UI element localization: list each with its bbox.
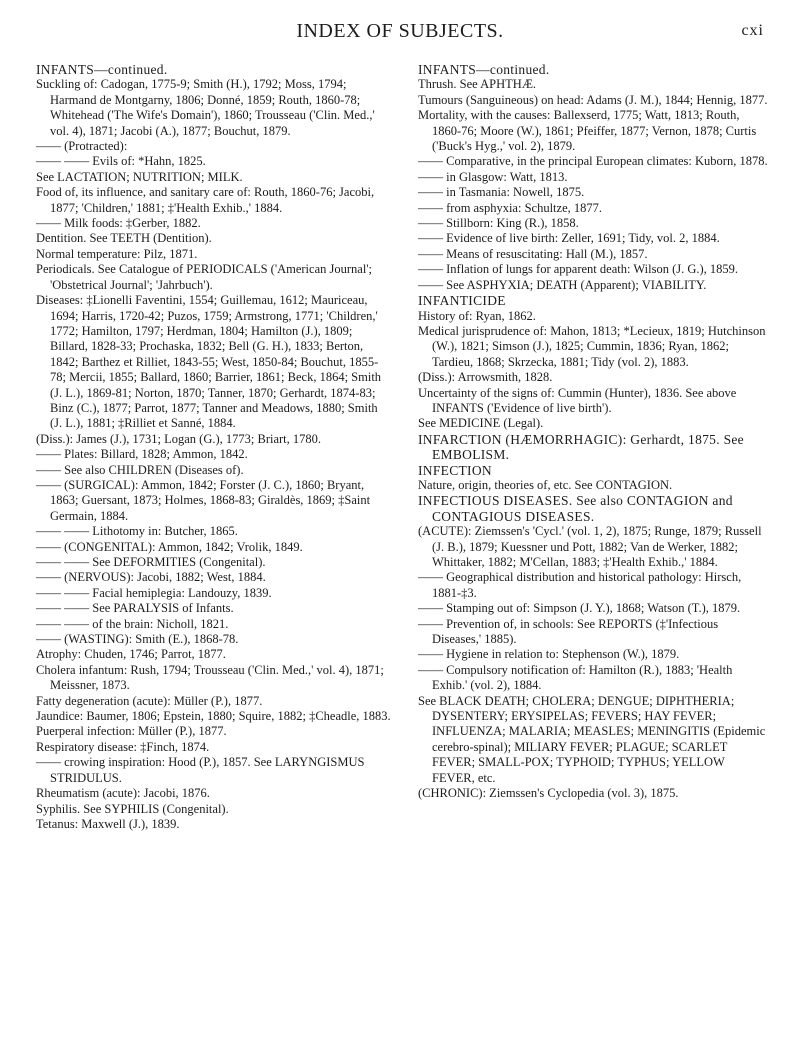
index-entry: —— Comparative, in the principal European climates: Kuborn, 1878. (418, 154, 768, 169)
index-entry: Suckling of: Cadogan, 1775-9; Smith (H.), 1792; Moss, 1794; Harmand de Montgarny, 1806; Donné, 1859; Routh, 1860-78; Whitehead ('The Wife's Domain'), 1860; Trousseau ('Clin. Med.,' vol. 4), 1871; Jacobi (A.), 1877; Bouchut, 1879. (36, 77, 375, 138)
index-entry: —— —— See PARALYSIS of Infants. (36, 601, 234, 616)
section-heading: INFECTION (418, 462, 492, 478)
index-entry: —— See ASPHYXIA; DEATH (Apparent); VIABILITY. (418, 277, 707, 292)
index-entry: (Diss.): James (J.), 1731; Logan (G.), 1773; Briart, 1780. (36, 431, 322, 446)
index-entry: —— Plates: Billard, 1828; Ammon, 1842. (36, 447, 248, 462)
index-entry: —— Geographical distribution and historical pathology: Hirsch, 1881-‡3. (418, 570, 742, 600)
index-entry: See MEDICINE (Legal). (418, 416, 544, 431)
index-entry: Food of, its influence, and sanitary care of: Routh, 1860-76; Jacobi, 1877; 'Children,' 1881; ‡'Health Exhib.,' 1884. (36, 185, 375, 215)
section-heading: INFANTS—continued. (36, 62, 168, 77)
index-entry: —— Stillborn: King (R.), 1858. (418, 216, 579, 231)
index-entry: Syphilis. See SYPHILIS (Congenital). (36, 801, 229, 816)
section-heading: INFARCTION (HÆMORRHAGIC): Gerhardt, 1875. See EMBOLISM. (418, 431, 744, 463)
index-entry: —— Evidence of live birth: Zeller, 1691; Tidy, vol. 2, 1884. (418, 231, 720, 246)
index-entry: —— Compulsory notification of: Hamilton (R.), 1883; 'Health Exhib.' (vol. 2), 1884. (418, 662, 733, 693)
index-entry: (CHRONIC): Ziemssen's Cyclopedia (vol. 3), 1875. (418, 786, 679, 801)
index-entry: History of: Ryan, 1862. (418, 308, 536, 323)
index-entry: Atrophy: Chuden, 1746; Parrot, 1877. (36, 647, 226, 662)
index-entry: —— Stamping out of: Simpson (J. Y.), 1868; Watson (T.), 1879. (418, 601, 741, 616)
index-entry: —— Hygiene in relation to: Stephenson (W.), 1879. (418, 647, 680, 662)
index-entry: —— Milk foods: ‡Gerber, 1882. (36, 216, 201, 231)
left-column (36, 62, 391, 832)
index-entry: Periodicals. See Catalogue of PERIODICALS ('American Journal'; 'Obstetrical Journal'; 'Jahrbuch'). (36, 262, 373, 292)
index-entry: —— —— Facial hemiplegia: Landouzy, 1839. (36, 585, 272, 600)
page-number: cxi (741, 22, 764, 39)
index-entry: —— crowing inspiration: Hood (P.), 1857. See LARYNGISMUS STRIDULUS. (36, 755, 365, 785)
index-entry: Thrush. See APHTHÆ. (418, 77, 537, 92)
index-entry: Cholera infantum: Rush, 1794; Trousseau ('Clin. Med.,' vol. 4), 1871; Meissner, 1873. (36, 662, 384, 693)
index-entry: Dentition. See TEETH (Dentition). (36, 231, 212, 246)
page-header (0, 20, 800, 52)
index-entry: Uncertainty of the signs of: Cummin (Hunter), 1836. See above INFANTS ('Evidence of live birth'). (418, 385, 737, 415)
index-entry: See LACTATION; NUTRITION; MILK. (36, 169, 243, 184)
index-entry: Rheumatism (acute): Jacobi, 1876. (36, 786, 210, 801)
index-entry: —— in Tasmania: Nowell, 1875. (418, 185, 585, 200)
index-entry: (ACUTE): Ziemssen's 'Cycl.' (vol. 1, 2), 1875; Runge, 1879; Russell (J. B.), 1879; Kuessner und Pott, 1882; Van de Werker, 1882; Whittaker, 1882; M'Cellan, 1883; ‡'Health Exhib.,' 1884. (418, 524, 762, 569)
index-entry: —— (CONGENITAL): Ammon, 1842; Vrolik, 1849. (36, 539, 303, 554)
index-entry: —— See also CHILDREN (Diseases of). (36, 462, 244, 477)
index-entry: —— (SURGICAL): Ammon, 1842; Forster (J. C.), 1860; Bryant, 1863; Guersant, 1873; Holmes, 1868-83; Giraldès, 1869; ‡Saint Germain, 1884. (36, 477, 371, 523)
index-entry: —— in Glasgow: Watt, 1813. (418, 169, 568, 184)
section-heading: INFANTICIDE (418, 293, 506, 309)
index-entry: (Diss.): Arrowsmith, 1828. (418, 370, 553, 385)
page-title: INDEX OF SUBJECTS. (296, 20, 504, 42)
index-entry: Puerperal infection: Müller (P.), 1877. (36, 724, 227, 739)
index-entry: Diseases: ‡Lionelli Faventini, 1554; Guillemau, 1612; Mauriceau, 1694; Harris, 1720-42; Puzos, 1759; Armstrong, 1771; 'Children,' 1772; Hamilton, 1797; Herdman, 1804; Hamilton (J.), 1809; Billard, 1828-33; Prochaska, 1832; Bell (G. H.), 1833; Berton, 1842; Barthez et Rilliet, 1843-55; West, 1850-84; Bouchut, 1855-78; Mercii, 1855; Ballard, 1860; Barrier, 1861; Beck, 1864; Smith (J. L.), 1869-81; Norton, 1870; Tanner, 1870; Gerhardt, 1874-83; Binz (C.), 1877; Parrot, 1877; Tanner and Meadows, 1880; Smith (J. L.), 1881; ‡Rilliet et Sanné, 1884. (36, 293, 382, 431)
index-entry: Jaundice: Baumer, 1806; Epstein, 1880; Squire, 1882; ‡Cheadle, 1883. (36, 709, 391, 724)
index-entry: —— —— of the brain: Nicholl, 1821. (36, 616, 229, 631)
index-entry: Mortality, with the causes: Ballexserd, 1775; Watt, 1813; Routh, 1860-76; Moore (W.), 1861; Pfeiffer, 1877; Vernon, 1878; Curtis ('Buck's Hyg.,' vol. 2), 1879. (418, 108, 757, 154)
index-entry: Nature, origin, theories of, etc. See CONTAGION. (418, 477, 673, 492)
right-column (418, 62, 768, 802)
index-entry: Tetanus: Maxwell (J.), 1839. (36, 816, 180, 831)
index-entry: —— —— Lithotomy in: Butcher, 1865. (36, 524, 238, 539)
index-entry: —— Prevention of, in schools: See REPORTS (‡'Infectious Diseases,' 1885). (418, 616, 719, 647)
index-entry: —— (WASTING): Smith (E.), 1868-78. (36, 632, 239, 647)
index-entry: —— Means of resuscitating: Hall (M.), 1857. (418, 246, 648, 261)
index-entry: See BLACK DEATH; CHOLERA; DENGUE; DIPHTHERIA; DYSENTERY; ERYSIPELAS; FEVERS; HAY FEVER; INFLUENZA; MALARIA; MEASLES; MENINGITIS (Epidemic cerebro-spinal); MILIARY FEVER; PLAGUE; SCARLET FEVER; SMALL-POX; TYPHOID; TYPHUS; YELLOW FEVER, etc. (418, 693, 766, 785)
section-heading: INFANTS—continued. (418, 62, 550, 77)
index-entry: —— Inflation of lungs for apparent death: Wilson (J. G.), 1859. (418, 262, 739, 277)
index-entry: —— (Protracted): (36, 139, 128, 154)
index-entry: Fatty degeneration (acute): Müller (P.), 1877. (36, 693, 263, 708)
index-entry: —— (NERVOUS): Jacobi, 1882; West, 1884. (36, 570, 266, 585)
section-heading: INFECTIOUS DISEASES. See also CONTAGION and CONTAGIOUS DISEASES. (418, 493, 733, 524)
index-entry: —— —— See DEFORMITIES (Congenital). (36, 555, 266, 569)
index-entry: Respiratory disease: ‡Finch, 1874. (36, 739, 210, 754)
index-entry: —— —— Evils of: *Hahn, 1825. (36, 154, 206, 169)
index-entry: Normal temperature: Pilz, 1871. (36, 246, 198, 261)
index-entry: Medical jurisprudence of: Mahon, 1813; *Lecieux, 1819; Hutchinson (W.), 1821; Simson (J.), 1825; Cummin, 1836; Ryan, 1862; Tardieu, 1868; Skrzecka, 1881; Tidy (vol. 2), 1883. (418, 323, 766, 369)
index-entry: —— from asphyxia: Schultze, 1877. (418, 200, 602, 215)
index-entry: Tumours (Sanguineous) on head: Adams (J. M.), 1844; Hennig, 1877. (418, 92, 768, 107)
